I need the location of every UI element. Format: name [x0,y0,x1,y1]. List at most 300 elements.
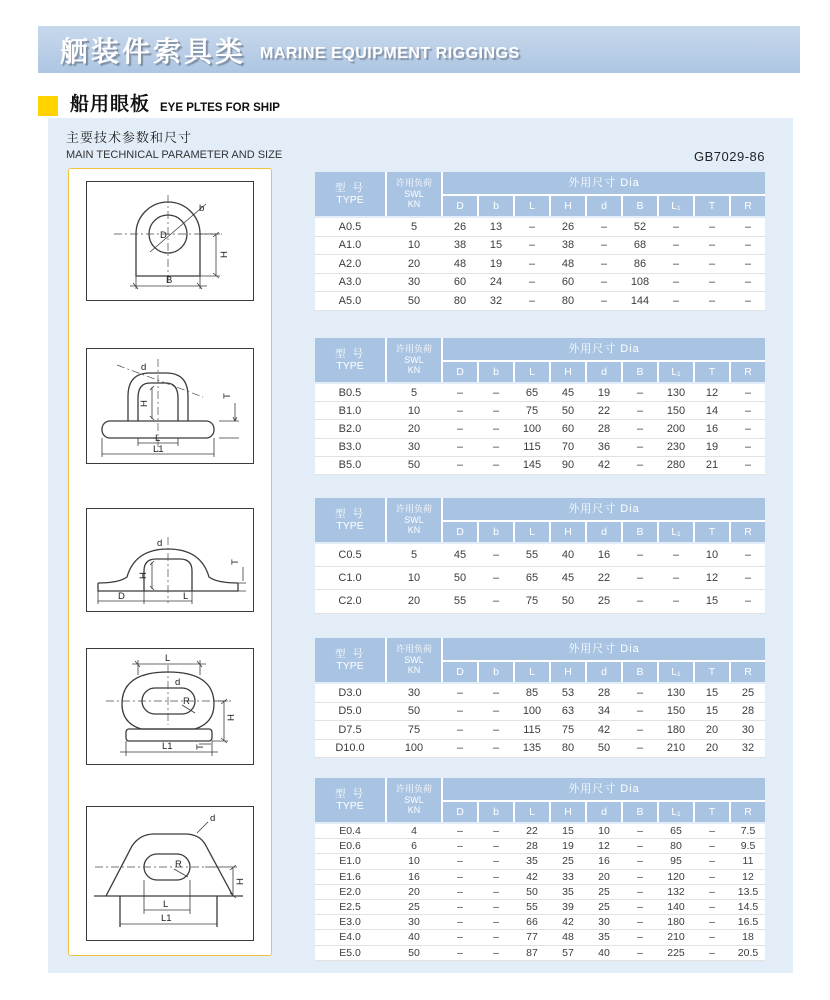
value-cell: 80 [670,840,682,853]
value-cell: – [636,441,644,454]
value-cell: 19 [562,840,574,853]
value-cell: 10 [407,572,421,585]
value-cell: – [492,705,500,718]
dim-label-d: d [157,538,163,549]
value-cell: 150 [666,404,686,417]
col-header-dimensions: 外用尺寸 Dia [443,778,765,800]
col-header-L: L [515,802,549,822]
value-cell: 100 [404,742,424,755]
col-header-swl: 许用负荷 SWL KN [387,338,441,382]
value-cell: – [600,257,608,270]
col-header-L: L [515,196,549,216]
value-cell: – [637,916,643,929]
value-cell: 145 [522,459,542,472]
value-cell: 45 [561,572,575,585]
value-cell: 130 [666,686,686,699]
value-cell: – [493,901,499,914]
value-cell: 30 [407,686,421,699]
table-body [315,384,765,475]
table-header [315,778,765,822]
dim-label-T: T [222,393,233,399]
col-header-T: T [695,522,729,542]
value-cell: – [600,276,608,289]
dim-label-b: b [199,203,205,214]
value-cell: – [708,220,716,233]
value-cell: 65 [525,386,539,399]
type-cell: A2.0 [338,257,362,270]
value-cell: – [528,276,536,289]
type-cell: B0.5 [338,386,362,399]
col-header-T: T [695,662,729,682]
value-cell: – [493,825,499,838]
value-cell: – [493,870,499,883]
value-cell: – [709,855,715,868]
drawing-type-c [86,508,254,612]
type-cell: A5.0 [338,294,362,307]
dim-label-L1: L1 [153,444,164,455]
value-cell: 50 [526,885,538,898]
dim-label-d: d [210,813,216,824]
value-cell: 100 [522,422,542,435]
table-row [315,384,765,402]
col-header-L1: L₁ [659,662,693,682]
value-cell: 115 [523,723,541,736]
value-cell: 30 [741,723,755,736]
col-header-R: R [731,662,765,682]
value-cell: – [636,595,644,608]
value-cell: 26 [453,220,467,233]
dim-label-D: D [160,230,167,241]
type-cell: A3.0 [338,276,362,289]
value-cell: 10 [705,549,719,562]
type-cell: C2.0 [338,595,362,608]
table-row [315,457,765,475]
value-cell: – [457,885,463,898]
value-cell: – [493,916,499,929]
value-cell: – [457,931,463,944]
value-cell: – [637,825,643,838]
value-cell: 42 [597,723,611,736]
value-cell: – [637,931,643,944]
value-cell: 25 [408,901,420,914]
dim-label-T: T [195,744,206,750]
col-header-L: L [515,522,549,542]
table-body [315,218,765,311]
value-cell: 30 [598,916,610,929]
value-cell: 26 [561,220,575,233]
value-cell: – [637,901,643,914]
table-body [315,824,765,961]
col-header-dimensions: 外用尺寸 Dia [443,338,765,360]
value-cell: 40 [598,946,610,959]
table-row [315,402,765,420]
banner-title-zh: 舾装件索具类 [60,35,247,67]
table-row [315,946,765,961]
value-cell: 50 [407,294,421,307]
type-cell: D10.0 [335,742,365,755]
table-row [315,900,765,915]
value-cell: 25 [741,686,755,699]
value-cell: 15 [489,239,503,252]
value-cell: 144 [630,294,650,307]
value-cell: 50 [561,404,575,417]
section-title-en: EYE PLTES FOR SHIP [160,102,280,114]
col-header-H: H [551,802,585,822]
value-cell: 50 [453,572,467,585]
table-row [315,870,765,885]
value-cell: – [456,705,464,718]
col-header-H: H [551,662,585,682]
value-cell: 15 [705,686,719,699]
col-header-type: 型 号 TYPE [315,172,385,216]
col-header-type: 型 号 TYPE [315,778,385,822]
value-cell: 19 [597,386,611,399]
value-cell: – [457,870,463,883]
table-body [315,544,765,614]
col-header-b: b [479,662,513,682]
value-cell: 86 [633,257,647,270]
col-header-L: L [515,662,549,682]
value-cell: – [637,870,643,883]
drawing-type-d [86,648,254,765]
col-header-R: R [731,196,765,216]
value-cell: 20 [407,595,421,608]
value-cell: – [457,946,463,959]
type-cell: B3.0 [338,441,362,454]
col-header-H: H [551,196,585,216]
value-cell: 40 [408,931,420,944]
value-cell: 11 [742,855,754,868]
value-cell: – [636,422,644,435]
value-cell: 87 [526,946,538,959]
value-cell: 200 [666,422,686,435]
value-cell: – [708,239,716,252]
value-cell: – [637,855,643,868]
value-cell: – [744,441,752,454]
value-cell: 18 [742,931,754,944]
value-cell: 25 [562,855,574,868]
value-cell: – [456,723,464,736]
table-row [315,915,765,930]
value-cell: 5 [410,549,418,562]
table-body [315,684,765,758]
table-row [315,824,765,839]
value-cell: – [492,386,500,399]
dim-label-L: L [163,899,169,910]
value-cell: 130 [666,386,686,399]
value-cell: 30 [408,916,420,929]
value-cell: 66 [526,916,538,929]
table-row [315,590,765,613]
value-cell: 65 [670,825,682,838]
dim-label-H: H [139,400,150,407]
table-header [315,638,765,682]
table-row [315,544,765,567]
type-cell: E2.0 [339,885,361,898]
value-cell: 24 [489,276,503,289]
value-cell: 32 [489,294,503,307]
col-header-dimensions: 外用尺寸 Dia [443,498,765,520]
value-cell: 38 [453,239,467,252]
col-header-B: B [623,196,657,216]
value-cell: – [492,686,500,699]
value-cell: – [672,595,680,608]
col-header-type: 型 号 TYPE [315,498,385,542]
value-cell: 38 [561,239,575,252]
value-cell: – [492,404,500,417]
value-cell: 10 [407,239,421,252]
value-cell: 22 [526,825,538,838]
value-cell: 10 [408,855,420,868]
value-cell: 10 [598,825,610,838]
dim-label-D: D [118,591,125,602]
value-cell: – [744,239,752,252]
value-cell: – [708,276,716,289]
value-cell: 77 [526,931,538,944]
dim-label-L: L [165,653,171,664]
table-row [315,420,765,438]
value-cell: – [709,916,715,929]
value-cell: – [672,257,680,270]
drawing-type-a [86,181,254,301]
value-cell: 55 [453,595,467,608]
value-cell: 28 [741,705,755,718]
value-cell: – [493,840,499,853]
col-header-d: d [587,662,621,682]
col-header-L: L [515,362,549,382]
col-header-R: R [731,522,765,542]
col-header-dimensions: 外用尺寸 Dia [443,172,765,194]
value-cell: – [744,257,752,270]
value-cell: – [744,572,752,585]
value-cell: 75 [525,595,539,608]
value-cell: 12 [705,386,719,399]
drawing-type-b [86,348,254,464]
value-cell: 7.5 [740,825,756,838]
value-cell: – [709,885,715,898]
type-cell: D7.5 [338,723,362,736]
dim-label-d: d [175,677,181,688]
value-cell: 90 [561,459,575,472]
value-cell: 20 [407,422,421,435]
value-cell: – [457,916,463,929]
table-row [315,237,765,256]
dim-label-B: B [166,275,173,286]
value-cell: 50 [408,946,420,959]
value-cell: 48 [453,257,467,270]
dim-label-L1: L1 [162,741,173,752]
value-cell: 6 [411,840,417,853]
value-cell: 28 [597,422,611,435]
table-row [315,703,765,722]
col-header-L1: L₁ [659,362,693,382]
value-cell: – [708,294,716,307]
value-cell: 60 [561,422,575,435]
value-cell: 150 [666,705,686,718]
value-cell: 53 [561,686,575,699]
value-cell: – [456,742,464,755]
value-cell: 21 [705,459,719,472]
value-cell: – [744,276,752,289]
value-cell: 4 [411,825,417,838]
value-cell: – [744,404,752,417]
page-banner [38,26,800,73]
col-header-B: B [623,662,657,682]
value-cell: 63 [561,705,575,718]
value-cell: 75 [525,404,539,417]
value-cell: 225 [667,946,685,959]
col-header-swl: 许用负荷 SWL KN [387,172,441,216]
value-cell: – [456,422,464,435]
value-cell: – [709,901,715,914]
type-cell: B2.0 [338,422,362,435]
col-header-b: b [479,196,513,216]
value-cell: 48 [561,257,575,270]
col-header-d: d [587,362,621,382]
value-cell: 25 [598,901,610,914]
type-cell: A0.5 [338,220,362,233]
value-cell: 15 [705,705,719,718]
col-header-swl: 许用负荷 SWL KN [387,498,441,542]
type-cell: A1.0 [338,239,362,252]
dim-label-R: R [175,859,182,870]
value-cell: 35 [598,931,610,944]
value-cell: 230 [666,441,686,454]
value-cell: – [493,855,499,868]
value-cell: 19 [489,257,503,270]
col-header-D: D [443,362,477,382]
subtitle-zh: 主要技术参数和尺寸 [66,130,193,145]
value-cell: 40 [561,549,575,562]
table-row [315,439,765,457]
value-cell: – [600,220,608,233]
value-cell: – [744,549,752,562]
spec-table-e [315,778,765,961]
value-cell: – [456,441,464,454]
value-cell: – [492,549,500,562]
value-cell: – [600,239,608,252]
col-header-b: b [479,522,513,542]
value-cell: – [636,742,644,755]
value-cell: – [744,595,752,608]
value-cell: 135 [522,742,542,755]
value-cell: 20 [705,742,719,755]
table-row [315,854,765,869]
value-cell: 36 [597,441,611,454]
table-header [315,172,765,216]
type-cell: E3.0 [339,916,361,929]
value-cell: 52 [633,220,647,233]
value-cell: 80 [453,294,467,307]
col-header-d: d [587,802,621,822]
table-row [315,721,765,740]
value-cell: 70 [561,441,575,454]
value-cell: 120 [667,870,685,883]
banner-title-en: MARINE EQUIPMENT RIGGINGS [260,44,520,62]
value-cell: 10 [407,404,421,417]
value-cell: – [637,946,643,959]
value-cell: 28 [526,840,538,853]
value-cell: – [492,723,500,736]
value-cell: 30 [407,441,421,454]
value-cell: 34 [597,705,611,718]
value-cell: 39 [562,901,574,914]
value-cell: – [637,885,643,898]
dim-label-H: H [226,714,237,721]
col-header-L1: L₁ [659,802,693,822]
value-cell: 210 [667,931,685,944]
dim-label-T: T [230,559,241,565]
value-cell: 30 [407,276,421,289]
value-cell: – [636,686,644,699]
spec-table-c [315,498,765,614]
value-cell: 14.5 [737,901,759,914]
value-cell: – [744,459,752,472]
table-row [315,274,765,293]
value-cell: 68 [633,239,647,252]
value-cell: 12 [598,840,610,853]
value-cell: 35 [562,885,574,898]
value-cell: – [672,549,680,562]
value-cell: 20.5 [737,946,759,959]
value-cell: – [493,946,499,959]
value-cell: 140 [667,901,685,914]
value-cell: 12 [742,870,754,883]
value-cell: 13.5 [737,885,759,898]
value-cell: 20 [705,723,719,736]
col-header-b: b [479,362,513,382]
value-cell: – [493,885,499,898]
value-cell: – [457,855,463,868]
yellow-square-icon [38,96,58,116]
value-cell: – [744,220,752,233]
col-header-b: b [479,802,513,822]
dim-label-H: H [138,572,149,579]
type-cell: E2.5 [339,901,361,914]
value-cell: – [672,294,680,307]
value-cell: – [672,572,680,585]
value-cell: 50 [407,705,421,718]
section-heading [38,89,280,116]
type-cell: D5.0 [338,705,362,718]
value-cell: 16 [597,549,611,562]
value-cell: 42 [526,870,538,883]
col-header-T: T [695,196,729,216]
table-header [315,498,765,542]
value-cell: 35 [526,855,538,868]
value-cell: – [636,459,644,472]
value-cell: 50 [407,459,421,472]
col-header-d: d [587,522,621,542]
type-cell: B1.0 [338,404,362,417]
value-cell: – [744,294,752,307]
value-cell: 45 [561,386,575,399]
value-cell: 16 [408,870,420,883]
value-cell: 80 [561,742,575,755]
dim-label-L: L [155,433,161,444]
dim-label-L1: L1 [161,913,172,924]
col-header-dimensions: 外用尺寸 Dia [443,638,765,660]
type-cell: E1.6 [339,870,361,883]
col-header-T: T [695,802,729,822]
value-cell: 42 [562,916,574,929]
col-header-H: H [551,362,585,382]
col-header-d: d [587,196,621,216]
standard-number: GB7029-86 [694,149,765,164]
value-cell: 25 [598,885,610,898]
value-cell: – [492,742,500,755]
col-header-B: B [623,802,657,822]
